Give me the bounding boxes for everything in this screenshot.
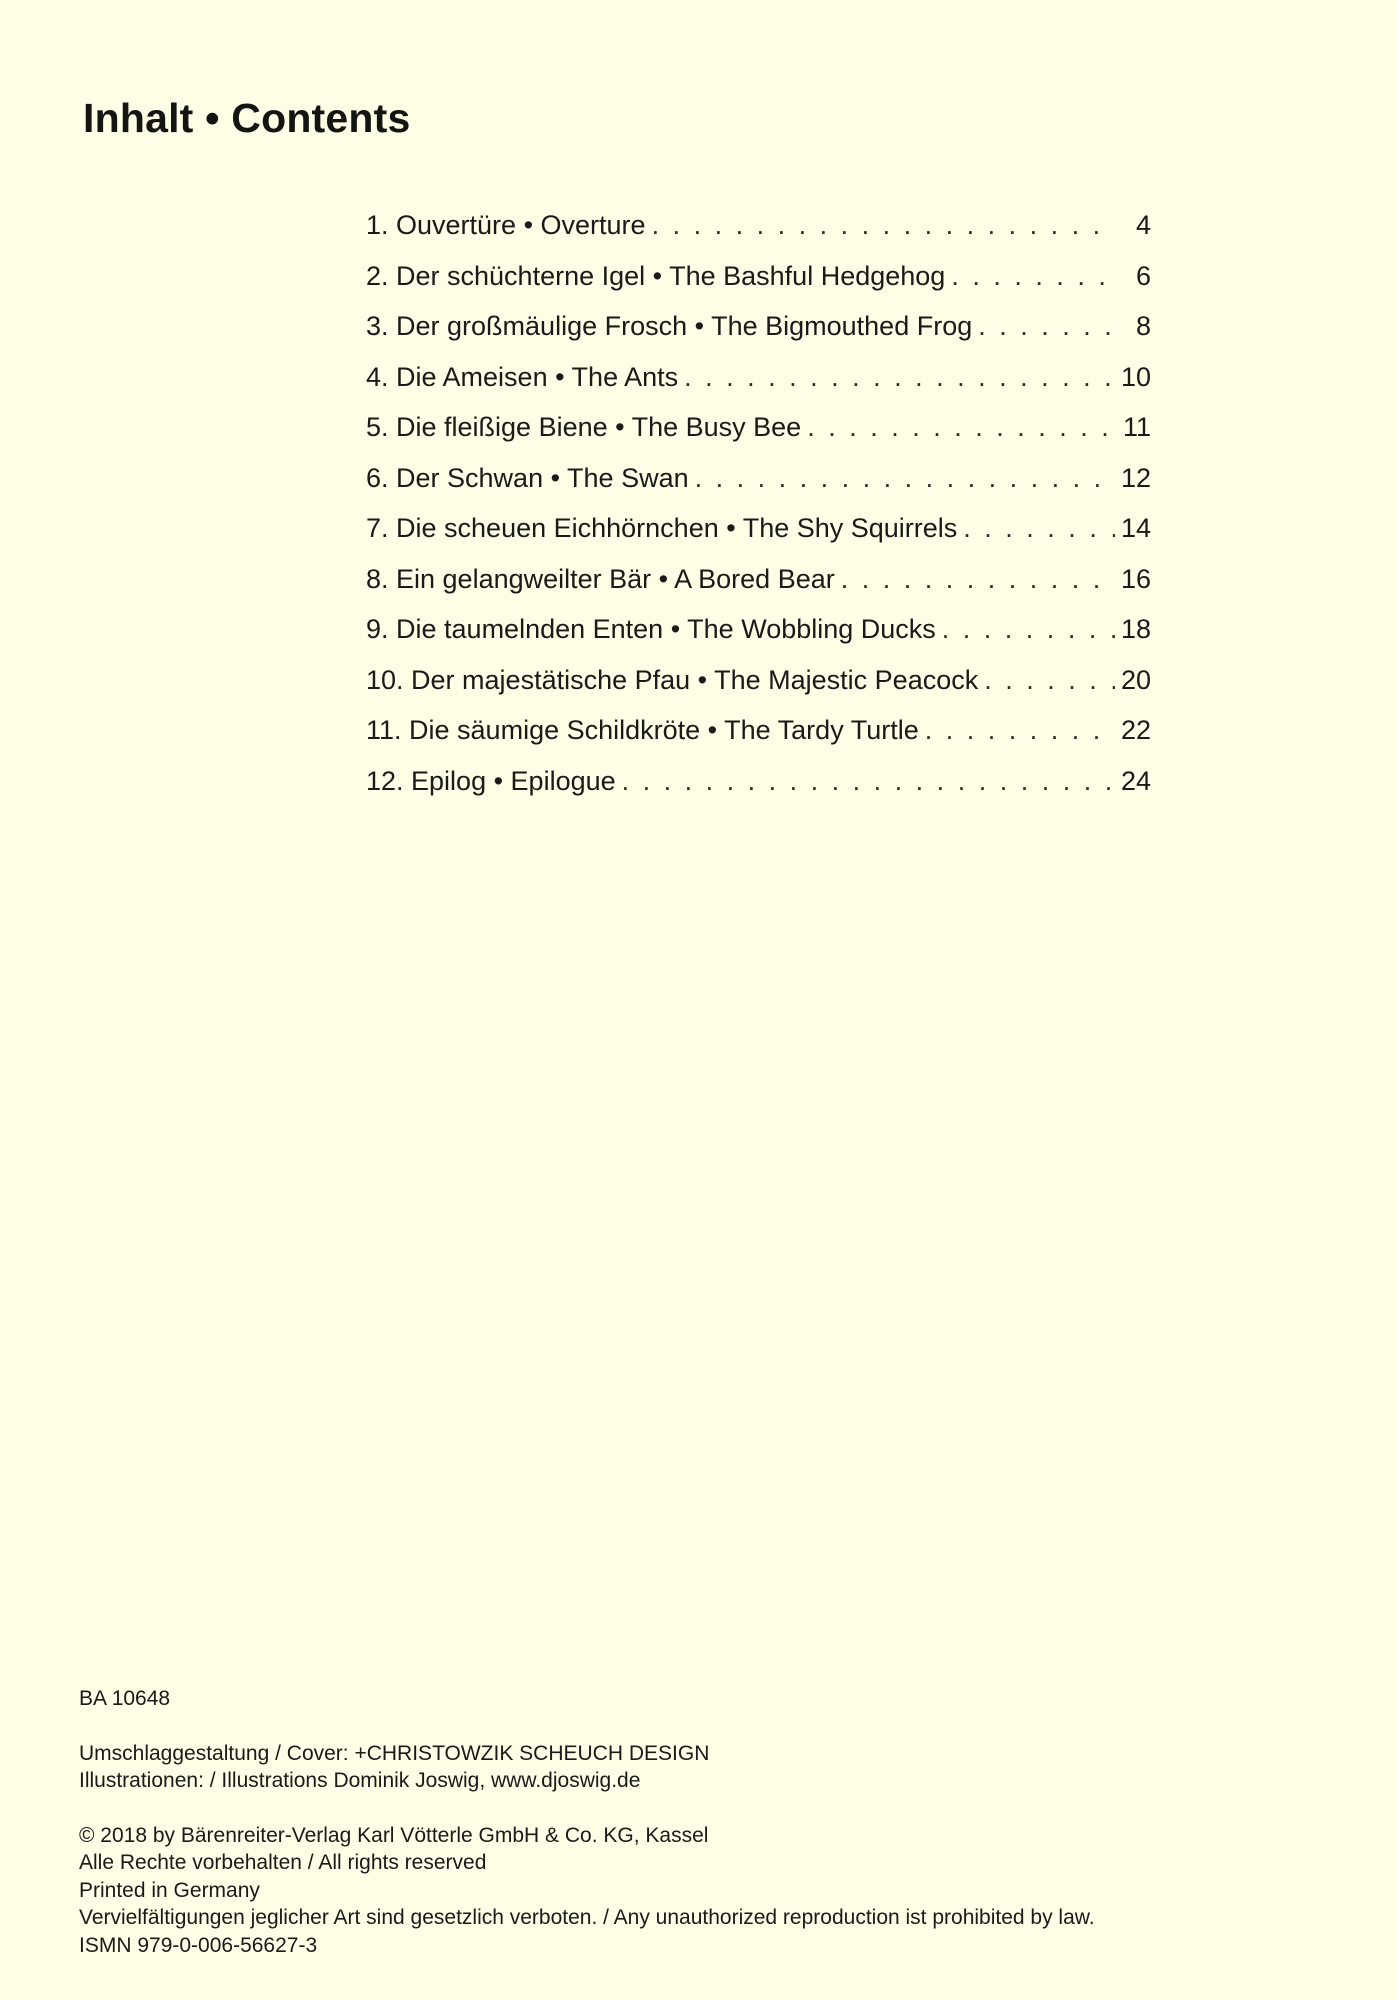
toc-entry-title: 5. Die fleißige Biene • The Busy Bee (366, 412, 802, 442)
illustrations-credit: Illustrationen: / Illustrations Dominik Joswig, www.djoswig.de (79, 1769, 641, 1792)
toc-entry-page: 6 (1135, 260, 1151, 291)
legal-block (79, 1822, 1329, 1960)
toc-entry-title: 12. Epilog • Epilogue (366, 765, 616, 796)
cover-credit: Umschlaggestaltung / Cover: +CHRISTOWZIK SCHEUCH DESIGN (79, 1741, 710, 1765)
toc-entry-page: 8 (1135, 311, 1151, 341)
dot-leader (622, 766, 1115, 797)
toc-entry-title: 1. Ouvertüre • Overture (366, 210, 646, 240)
toc-entry[interactable] (366, 766, 1151, 817)
dot-leader (807, 412, 1115, 443)
page-title: Inhalt • Contents (83, 95, 411, 141)
toc-entry-page: 22 (1120, 715, 1151, 745)
toc-entry[interactable] (366, 362, 1151, 413)
toc-entry[interactable] (366, 564, 1151, 615)
toc-entry-title: 6. Der Schwan • The Swan (366, 462, 689, 493)
rights-notice: Alle Rechte vorbehalten / All rights reserved (79, 1851, 487, 1874)
toc-entry-page: 14 (1120, 513, 1151, 543)
dot-leader (963, 513, 1115, 544)
dot-leader (951, 261, 1115, 292)
imprint (79, 1685, 1329, 1959)
toc-entry[interactable] (366, 210, 1151, 261)
toc-entry-title: 8. Ein gelangweilter Bär • A Bored Bear (366, 563, 835, 594)
toc-entry[interactable] (366, 513, 1151, 564)
dot-leader (978, 311, 1115, 342)
toc-entry-title: 9. Die taumelnden Enten • The Wobbling Ducks (366, 614, 936, 644)
copyright-notice: © 2018 by Bärenreiter-Verlag Karl Vötterle GmbH & Co. KG, Kassel (79, 1823, 709, 1847)
toc-entry-page: 10 (1120, 361, 1151, 392)
toc-entry-page: 4 (1135, 210, 1151, 240)
credits-block (79, 1740, 1329, 1795)
dot-leader (684, 362, 1115, 393)
toc-entry[interactable] (366, 412, 1151, 463)
toc-entry[interactable] (366, 715, 1151, 766)
table-of-contents (366, 210, 1151, 816)
toc-entry-page: 18 (1120, 614, 1151, 644)
toc-entry[interactable] (366, 614, 1151, 665)
toc-entry-title: 4. Die Ameisen • The Ants (366, 361, 679, 392)
toc-entry[interactable] (366, 665, 1151, 716)
printed-notice: Printed in Germany (79, 1878, 260, 1902)
dot-leader (652, 210, 1115, 241)
reproduction-notice: Vervielfältigungen jeglicher Art sind gesetzlich verboten. / Any unauthorized reproduction ist prohibited by law. (79, 1906, 1095, 1929)
toc-entry[interactable] (366, 311, 1151, 362)
toc-entry-page: 16 (1120, 563, 1151, 594)
toc-entry-page: 24 (1120, 765, 1151, 796)
toc-entry-title: 11. Die säumige Schildkröte • The Tardy Turtle (366, 715, 919, 745)
ismn-number: ISMN 979-0-006-56627-3 (79, 1933, 318, 1957)
dot-leader (841, 564, 1115, 595)
dot-leader (925, 715, 1115, 746)
toc-entry-title: 3. Der großmäulige Frosch • The Bigmouthed Frog (366, 311, 973, 341)
dot-leader (695, 463, 1115, 494)
toc-entry-page: 12 (1120, 462, 1151, 493)
toc-entry[interactable] (366, 261, 1151, 312)
toc-entry[interactable] (366, 463, 1151, 514)
dot-leader (984, 665, 1115, 696)
toc-entry-title: 10. Der majestätische Pfau • The Majestic Peacock (366, 664, 979, 695)
toc-entry-title: 7. Die scheuen Eichhörnchen • The Shy Squirrels (366, 513, 958, 543)
toc-entry-page: 20 (1120, 664, 1151, 695)
toc-entry-title: 2. Der schüchterne Igel • The Bashful Hedgehog (366, 260, 946, 291)
toc-entry-page: 11 (1122, 412, 1151, 442)
dot-leader (942, 614, 1115, 645)
catalog-number: BA 10648 (79, 1687, 171, 1710)
